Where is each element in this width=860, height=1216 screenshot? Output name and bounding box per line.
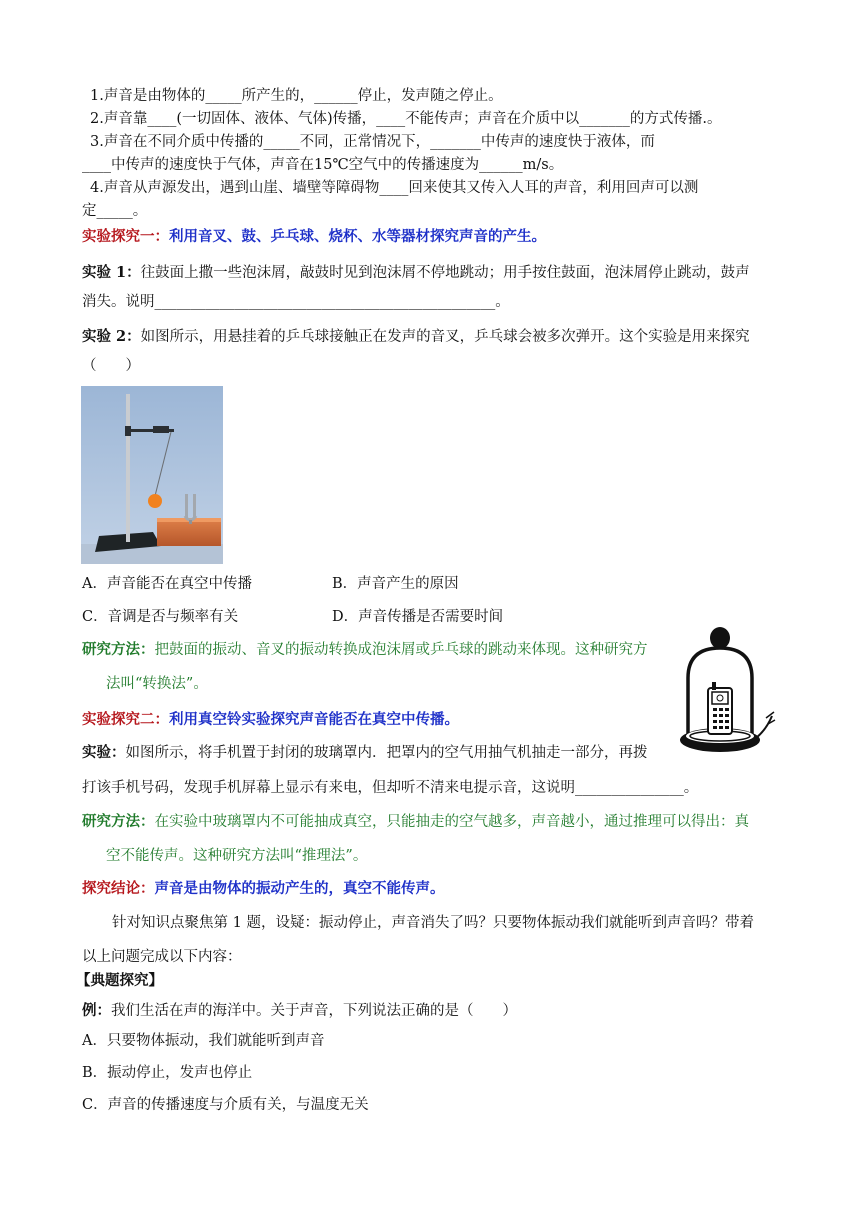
focus-line-1: 针对知识点聚焦第 1 题，设疑：振动停止，声音消失了吗？只要物体振动我们就能听到声音吗？带着 <box>112 915 754 931</box>
example-question-line <box>82 1001 517 1021</box>
knowledge-line-1: 1.声音是由物体的_____所产生的，______停止，发声随之停止。 <box>90 88 503 104</box>
knowledge-line-2: 2.声音靠____(一切固体、液体、气体)传播，____不能传声；声音在介质中以_______的方式传播.。 <box>90 111 722 127</box>
explore2-exp-text-1: 如图所示，将手机置于封闭的玻璃罩内．把罩内的空气用抽气机抽走一部分，再拨 <box>125 745 648 761</box>
method2-line-2: 空不能传声。这种研究方法叫“推理法”。 <box>106 848 368 864</box>
example-question: 我们生活在声的海洋中。关于声音，下列说法正确的是（ ） <box>111 1003 517 1019</box>
method1-label: 研究方法： <box>82 641 155 658</box>
method2-text-1: 在实验中玻璃罩内不可能抽成真空，只能抽走的空气越多，声音越小，通过推理可以得出：真 <box>154 814 749 830</box>
explore2-heading <box>82 710 459 730</box>
example-option-b: B．振动停止，发声也停止 <box>82 1065 253 1081</box>
method1-line-1 <box>82 640 648 660</box>
focus-line-2: 以上问题完成以下内容： <box>82 949 242 965</box>
conclusion-line <box>82 879 445 899</box>
exp2-text-1: 如图所示，用悬挂着的乒乓球接触正在发声的音叉，乒乓球会被多次弹开。这个实验是用来探究 <box>140 329 750 345</box>
conclusion-text: 声音是由物体的振动产生的，真空不能传声。 <box>154 880 445 897</box>
example-option-c: C．声音的传播速度与介质有关，与温度无关 <box>82 1097 369 1113</box>
exp2-line-1 <box>82 327 750 347</box>
explore2-exp-line-2: 打该手机号码，发现手机屏幕上显示有来电，但却听不清来电提示音，这说明_______________。 <box>82 780 699 796</box>
tuning-fork-illustration <box>81 386 223 564</box>
exp2-option-c: C．音调是否与频率有关 <box>82 609 239 625</box>
exp1-text-1: 往鼓面上撒一些泡沫屑，敲鼓时见到泡沫屑不停地跳动；用手按住鼓面，泡沫屑停止跳动，鼓声 <box>140 265 750 281</box>
exp2-option-b: B．声音产生的原因 <box>332 576 459 592</box>
exp2-line-2: （ ） <box>82 358 140 374</box>
example-heading: 【典题探究】 <box>76 972 163 989</box>
knowledge-line-6: 定_____。 <box>82 203 148 219</box>
exp1-line-1 <box>82 263 750 283</box>
knowledge-line-3: 3.声音在不同介质中传播的_____不同，正常情况下，_______中传声的速度快于液体，而 <box>90 134 655 150</box>
explore2-title: 利用真空铃实验探究声音能否在真空中传播。 <box>169 711 459 728</box>
method1-text-1: 把鼓面的振动、音叉的振动转换成泡沫屑或乒乓球的跳动来体现。这种研究方 <box>154 642 648 658</box>
knowledge-line-4: ____中传声的速度快于气体，声音在15℃空气中的传播速度为______m/s。 <box>82 157 564 173</box>
method2-label: 研究方法： <box>82 813 155 830</box>
knowledge-line-5: 4.声音从声源发出，遇到山崖、墙壁等障碍物____回来使其又传入人耳的声音，利用回声可以测 <box>90 180 699 196</box>
exp1-label: 实验 1： <box>82 264 141 281</box>
explore1-heading <box>82 227 546 247</box>
conclusion-label: 探究结论： <box>82 880 155 897</box>
explore2-exp-label: 实验： <box>82 744 126 761</box>
explore1-title: 利用音叉、鼓、乒乓球、烧杯、水等器材探究声音的产生。 <box>169 228 546 245</box>
method2-line-1 <box>82 812 749 832</box>
method1-line-2: 法叫“转换法”。 <box>106 676 208 692</box>
exp1-line-2: 消失。说明_______________________________________________。 <box>82 294 510 310</box>
exp2-option-d: D．声音传播是否需要时间 <box>332 609 504 625</box>
explore1-tag: 实验探究一： <box>82 228 169 245</box>
bell-jar-illustration <box>676 626 776 758</box>
explore2-tag: 实验探究二： <box>82 711 169 728</box>
exp2-label: 实验 2： <box>82 328 141 345</box>
example-option-a: A．只要物体振动，我们就能听到声音 <box>82 1033 325 1049</box>
example-label: 例： <box>82 1002 111 1019</box>
tuning-fork-photo <box>81 386 223 564</box>
vacuum-bell-jar-drawing <box>676 626 776 758</box>
exp2-option-a: A．声音能否在真空中传播 <box>82 576 252 592</box>
explore2-exp-line-1 <box>82 743 648 763</box>
